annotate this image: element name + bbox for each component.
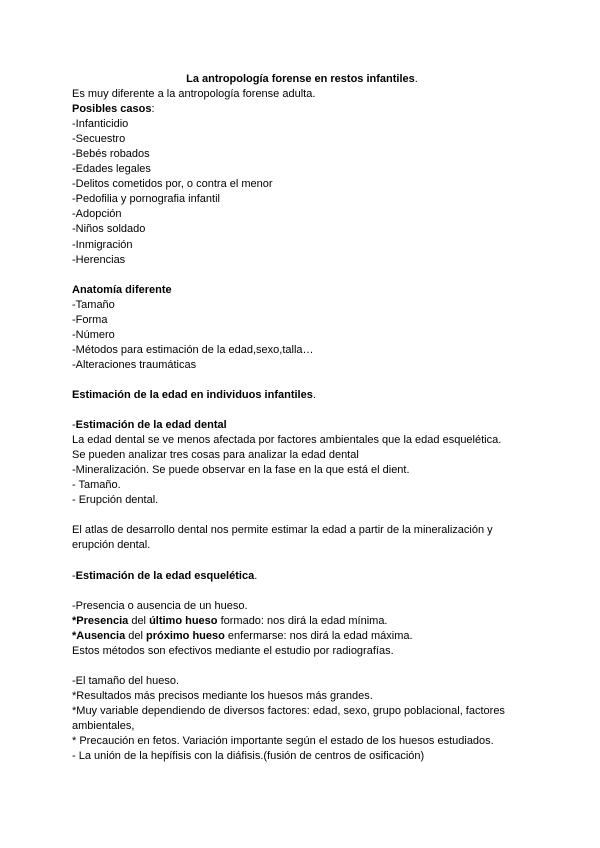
posibles-heading: Posibles casos: xyxy=(72,103,155,116)
list-item: -Inmigración xyxy=(72,238,133,251)
presencia-line: *Presencia del último hueso formado: nos dirá la edad mínima. xyxy=(72,614,388,627)
paragraph-line: La edad dental se ve menos afectada por factores ambientales que la edad esquelética. xyxy=(72,434,502,447)
spacer xyxy=(72,268,532,283)
paragraph-line: * Precaución en fetos. Variación importante según el estado de los huesos estudiados. xyxy=(72,735,494,748)
list-item: -Secuestro xyxy=(72,133,126,146)
paragraph-line: Estos métodos son efectivos mediante el estudio por radiografías. xyxy=(72,644,394,657)
list-item: -Infanticidio xyxy=(72,118,129,131)
paragraph-line: - Erupción dental. xyxy=(72,494,159,507)
intro-line: Es muy diferente a la antropología forense adulta. xyxy=(72,88,316,101)
estimacion-heading: Estimación de la edad en individuos infantiles. xyxy=(72,388,316,401)
list-item: -Métodos para estimación de la edad,sexo,talla… xyxy=(72,343,314,356)
esqueletica-heading: -Estimación de la edad esquelética. xyxy=(72,569,258,582)
atlas-paragraph: El atlas de desarrollo dental nos permite estimar la edad a partir de la mineralización y erupción dental. xyxy=(72,524,493,552)
list-item: -Delitos cometidos por, o contra el menor xyxy=(72,178,273,191)
list-item: -Pedofilia y pornografia infantil xyxy=(72,193,220,206)
spacer xyxy=(72,373,532,388)
list-item: -Bebés robados xyxy=(72,148,150,161)
ausencia-line: *Ausencia del próximo hueso enfermarse: nos dirá la edad máxima. xyxy=(72,629,413,642)
list-item: -Adopción xyxy=(72,208,122,221)
paragraph-line: - La unión de la hepífisis con la diáfisis.(fusión de centros de osificación) xyxy=(72,750,425,763)
paragraph-line: - Tamaño. xyxy=(72,479,121,492)
document-title: La antropología forense en restos infantiles. xyxy=(186,73,418,85)
list-item: -Tamaño xyxy=(72,298,115,311)
paragraph-line: -Mineralización. Se puede observar en la fase en la que está el dient. xyxy=(72,464,410,477)
spacer xyxy=(72,554,532,569)
spacer xyxy=(72,584,532,599)
paragraph-line: *Resultados más precisos mediante los huesos más grandes. xyxy=(72,689,373,702)
paragraph-line: Se pueden analizar tres cosas para analizar la edad dental xyxy=(72,449,359,462)
document-page xyxy=(72,72,532,764)
paragraph-line: -El tamaño del hueso. xyxy=(72,674,180,687)
dental-heading: -Estimación de la edad dental xyxy=(72,419,227,432)
list-item: -Niños soldado xyxy=(72,223,146,236)
list-item: -Edades legales xyxy=(72,163,151,176)
list-item: -Forma xyxy=(72,313,108,326)
variable-paragraph: *Muy variable dependiendo de diversos factores: edad, sexo, grupo poblacional, factores ambientales, xyxy=(72,704,505,733)
spacer xyxy=(72,659,532,674)
paragraph-line: -Presencia o ausencia de un hueso. xyxy=(72,599,248,612)
list-item: -Herencias xyxy=(72,253,126,266)
anatomia-heading: Anatomía diferente xyxy=(72,283,172,296)
list-item: -Número xyxy=(72,328,115,341)
spacer xyxy=(72,508,532,523)
spacer xyxy=(72,403,532,418)
list-item: -Alteraciones traumáticas xyxy=(72,358,197,371)
